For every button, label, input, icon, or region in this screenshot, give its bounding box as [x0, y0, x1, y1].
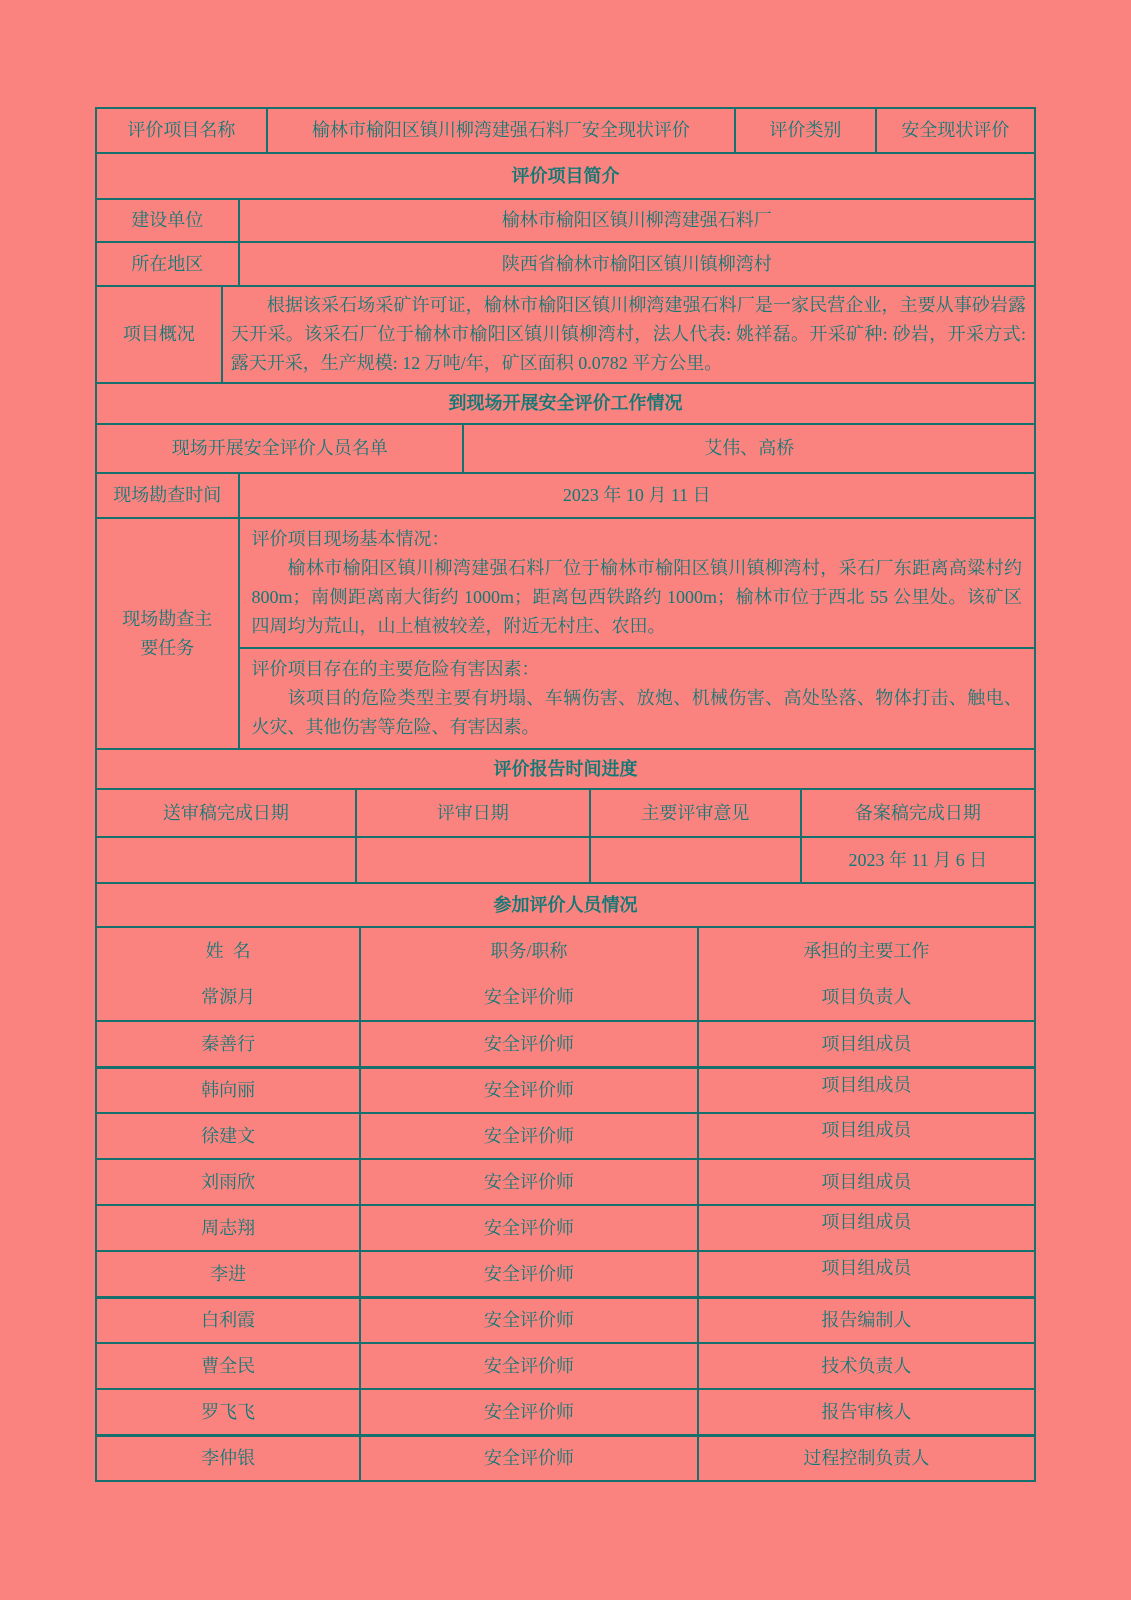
participant-row — [97, 1250, 1034, 1296]
participant-name: 秦善行 — [201, 1033, 256, 1054]
participant-row — [97, 1204, 1034, 1250]
hazard-factors-title: 评价项目存在的主要危险有害因素： — [251, 659, 540, 679]
participant-role: 项目组成员 — [697, 1160, 1034, 1204]
project-name-row — [97, 109, 1034, 152]
hazard-factors-body: 该项目的危险类型主要有坍塌、车辆伤害、放炮、机械伤害、高处坠落、物体打击、触电、火灾、其他伤害等危险、有害因素。 — [251, 688, 1022, 737]
participant-row — [97, 1066, 1034, 1112]
location-value: 陕西省榆林市榆阳区镇川镇柳湾村 — [238, 243, 1034, 285]
progress-value-review-date — [355, 838, 589, 882]
progress-value-draft — [97, 838, 355, 882]
participant-title: 安全评价师 — [359, 1437, 696, 1480]
project-overview-cell — [221, 287, 1034, 382]
progress-header-review-opinion: 主要评审意见 — [589, 790, 800, 836]
section2-header-row — [97, 382, 1034, 423]
participant-title: 安全评价师 — [359, 1344, 696, 1388]
survey-tasks-row — [97, 517, 1034, 748]
participant-row — [97, 1342, 1034, 1388]
category-label: 评价类别 — [734, 109, 875, 152]
location-label: 所在地区 — [131, 253, 204, 274]
participant-title: 安全评价师 — [359, 1022, 696, 1066]
construction-unit-row — [97, 198, 1034, 241]
progress-header-draft: 送审稿完成日期 — [162, 802, 289, 823]
project-overview-label: 项目概况 — [122, 324, 195, 344]
progress-value-record-date: 2023 年 11 月 6 日 — [800, 838, 1034, 882]
participants-header-role: 承担的主要工作 — [697, 928, 1034, 974]
participant-row — [97, 1296, 1034, 1342]
section2-title: 到现场开展安全评价工作情况 — [448, 393, 683, 413]
site-staff-row — [97, 423, 1034, 472]
progress-value-row — [97, 836, 1034, 882]
participants-rows — [97, 974, 1034, 1480]
category-value: 安全现状评价 — [875, 109, 1034, 152]
progress-header-row — [97, 788, 1034, 836]
survey-time-label: 现场勘查时间 — [113, 485, 222, 505]
participant-role: 项目组成员 — [697, 1069, 1034, 1112]
participant-name: 周志翔 — [201, 1217, 256, 1238]
participant-name: 韩向丽 — [201, 1080, 256, 1100]
progress-header-review-date: 评审日期 — [355, 790, 589, 836]
progress-value-review-opinion — [589, 838, 800, 882]
section3-title: 评价报告时间进度 — [493, 758, 638, 779]
hazard-factors — [240, 647, 1034, 748]
section3-header-row — [97, 748, 1034, 788]
participant-name: 李进 — [210, 1263, 247, 1284]
participant-row — [97, 1112, 1034, 1158]
participant-role: 项目负责人 — [697, 974, 1034, 1020]
survey-tasks-label-text: 现场勘查主要任务 — [122, 608, 213, 658]
participants-header-name: 姓 名 — [205, 940, 251, 961]
participant-title: 安全评价师 — [359, 1206, 696, 1250]
participant-row — [97, 974, 1034, 1020]
participants-header-row — [97, 926, 1034, 974]
participant-role: 报告审核人 — [697, 1390, 1034, 1434]
evaluation-form-table — [95, 107, 1036, 1482]
participant-title: 安全评价师 — [359, 1114, 696, 1158]
location-row — [97, 241, 1034, 285]
site-staff-value: 艾伟、高桥 — [462, 425, 1034, 472]
progress-header-record-date: 备案稿完成日期 — [800, 790, 1034, 836]
participant-row — [97, 1020, 1034, 1066]
section4-header-row — [97, 882, 1034, 926]
participant-title: 安全评价师 — [359, 1252, 696, 1296]
site-basic-situation-body: 榆林市榆阳区镇川柳湾建强石料厂位于榆林市榆阳区镇川镇柳湾村，采石厂东距离高粱村约 800m；南侧距离南大街约 1000m；距离包西铁路约 1000m；榆林市位于西北 55 公里处。该矿区四周均为荒山，山上植被较差，附近无村庄、农田。 — [251, 558, 1022, 636]
construction-unit-value: 榆林市榆阳区镇川柳湾建强石料厂 — [238, 200, 1034, 241]
participant-row — [97, 1158, 1034, 1204]
participant-name: 李仲银 — [201, 1448, 256, 1468]
participant-role: 项目组成员 — [697, 1114, 1034, 1158]
site-staff-label: 现场开展安全评价人员名单 — [171, 438, 388, 458]
participant-role: 项目组成员 — [697, 1252, 1034, 1296]
survey-tasks-label — [97, 519, 238, 748]
project-overview-row — [97, 285, 1034, 382]
section1-header-row — [97, 152, 1034, 198]
participant-role: 项目组成员 — [697, 1022, 1034, 1066]
participant-name: 刘雨欣 — [201, 1171, 256, 1192]
participant-name: 曹全民 — [201, 1355, 256, 1376]
participants-header-title: 职务/职称 — [359, 928, 696, 974]
section1-title: 评价项目简介 — [511, 165, 620, 186]
participant-row — [97, 1388, 1034, 1434]
survey-tasks-cell — [238, 519, 1034, 748]
participant-row — [97, 1434, 1034, 1480]
participant-title: 安全评价师 — [359, 974, 696, 1020]
participant-role: 过程控制负责人 — [697, 1437, 1034, 1480]
section4-title: 参加评价人员情况 — [493, 894, 638, 915]
construction-unit-label: 建设单位 — [131, 210, 204, 230]
participant-role: 技术负责人 — [697, 1344, 1034, 1388]
participant-title: 安全评价师 — [359, 1390, 696, 1434]
participant-role: 报告编制人 — [697, 1299, 1034, 1342]
participant-title: 安全评价师 — [359, 1160, 696, 1204]
participant-title: 安全评价师 — [359, 1069, 696, 1112]
participant-name: 徐建文 — [201, 1125, 256, 1146]
participant-title: 安全评价师 — [359, 1299, 696, 1342]
participant-name: 白利霞 — [201, 1310, 256, 1330]
site-basic-situation-title: 评价项目现场基本情况： — [251, 529, 450, 549]
participant-name: 常源月 — [201, 986, 256, 1007]
survey-time-row — [97, 472, 1034, 517]
participant-name: 罗飞飞 — [201, 1401, 256, 1422]
site-basic-situation — [240, 519, 1034, 647]
project-name-label: 评价项目名称 — [127, 120, 236, 140]
project-overview-text: 根据该采石场采矿许可证，榆林市榆阳区镇川柳湾建强石料厂是一家民营企业，主要从事砂岩露天开采。该采石厂位于榆林市榆阳区镇川镇柳湾村，法人代表: 姚祥磊。开采矿种: 砂岩，开采方式: 露天开采，生产规模: 12 万吨/年，矿区面积 0.0782 平方公里。 — [230, 295, 1026, 373]
survey-time-value: 2023 年 10 月 11 日 — [238, 474, 1034, 517]
project-name-value: 榆林市榆阳区镇川柳湾建强石料厂安全现状评价 — [266, 109, 735, 152]
participant-role: 项目组成员 — [697, 1206, 1034, 1250]
